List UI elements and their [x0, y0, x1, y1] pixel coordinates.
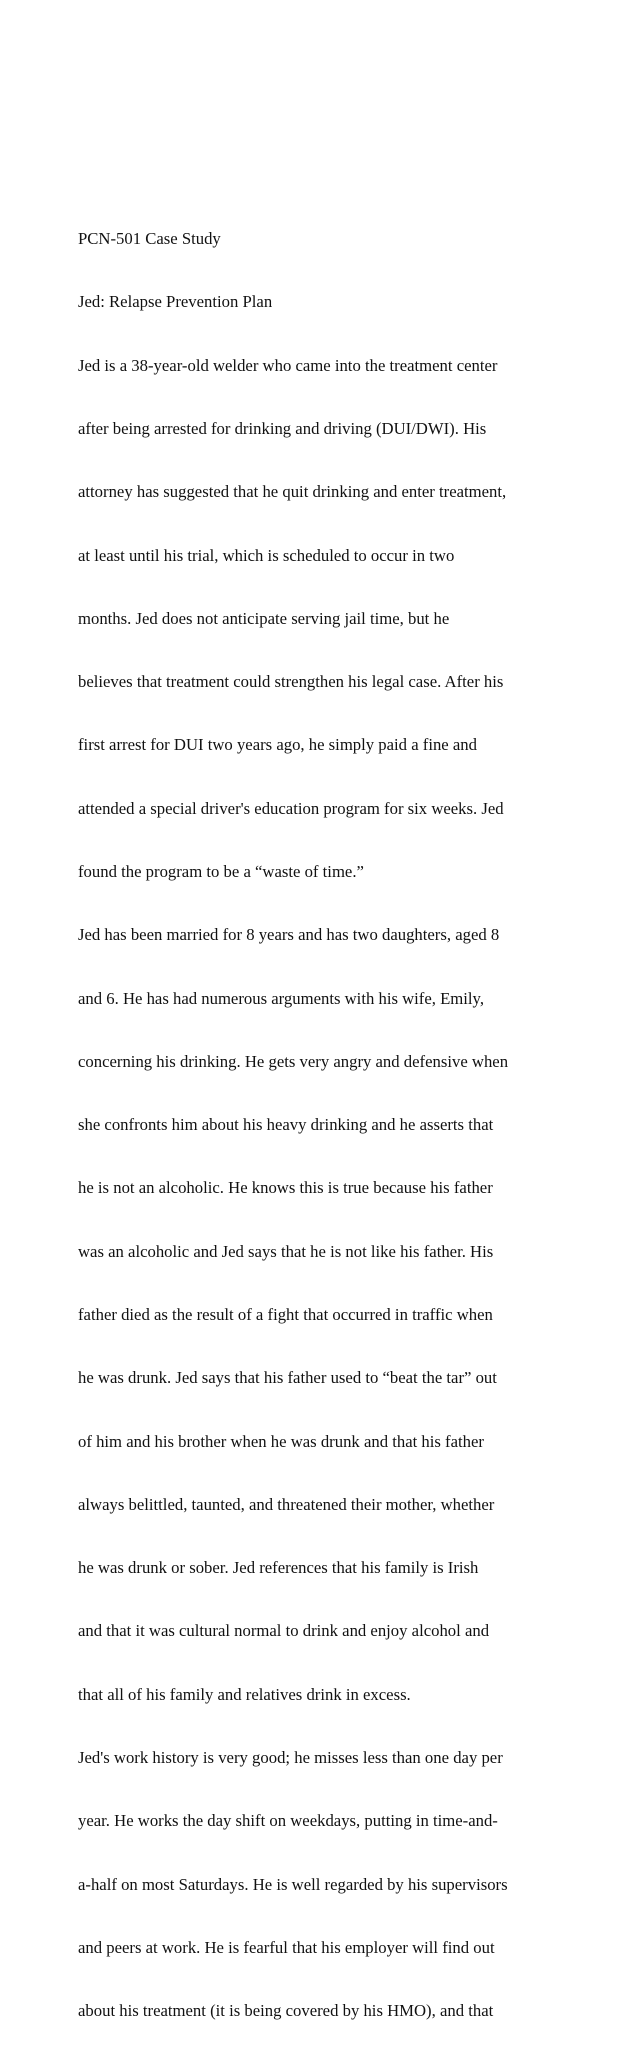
body-line: Jed has been married for 8 years and has two daughters, aged 8 — [78, 925, 500, 945]
body-line: he was drunk or sober. Jed references that his family is Irish — [78, 1558, 479, 1578]
body-line: attorney has suggested that he quit drinking and enter treatment, — [78, 482, 507, 502]
body-line: Jed is a 38-year-old welder who came into the treatment center — [78, 355, 498, 375]
body-line: year. He works the day shift on weekdays, putting in time-and- — [78, 1811, 498, 1831]
body-line: he is not an alcoholic. He knows this is true because his father — [78, 1178, 493, 1198]
body-line: always belittled, taunted, and threatened their mother, whether — [78, 1494, 495, 1514]
body-line: believes that treatment could strengthen his legal case. After his — [78, 672, 504, 692]
body-line: and peers at work. He is fearful that his employer will find out — [78, 1937, 495, 1957]
body-line: of him and his brother when he was drunk and that his father — [78, 1431, 484, 1451]
body-line: first arrest for DUI two years ago, he simply paid a fine and — [78, 735, 477, 755]
document-title: PCN-501 Case Study — [78, 229, 221, 249]
body-line: father died as the result of a fight that occurred in traffic when — [78, 1304, 493, 1324]
body-line: that all of his family and relatives drink in excess. — [78, 1684, 411, 1704]
body-line: and 6. He has had numerous arguments with his wife, Emily, — [78, 988, 484, 1008]
body-line: found the program to be a “waste of time.” — [78, 862, 364, 881]
body-line: about his treatment (it is being covered by his HMO), and that — [78, 2001, 494, 2021]
body-line: Jed's work history is very good; he misses less than one day per — [78, 1747, 503, 1767]
body-line: concerning his drinking. He gets very angry and defensive when — [78, 1051, 509, 1071]
body-line: she confronts him about his heavy drinking and he asserts that — [78, 1115, 494, 1135]
body-line: at least until his trial, which is scheduled to occur in two — [78, 545, 455, 565]
body-line: after being arrested for drinking and driving (DUI/DWI). His — [78, 419, 487, 439]
document-body — [78, 186, 623, 2063]
body-line: a-half on most Saturdays. He is well regarded by his supervisors — [78, 1874, 508, 1894]
body-line: and that it was cultural normal to drink and enjoy alcohol and — [78, 1621, 490, 1641]
document-subtitle: Jed: Relapse Prevention Plan — [78, 292, 273, 312]
body-line: was an alcoholic and Jed says that he is not like his father. His — [78, 1241, 494, 1261]
body-line: he was drunk. Jed says that his father used to “beat the tar” out — [78, 1368, 497, 1388]
body-line: attended a special driver's education program for six weeks. Jed — [78, 798, 504, 818]
body-line: months. Jed does not anticipate serving jail time, but he — [78, 608, 450, 628]
